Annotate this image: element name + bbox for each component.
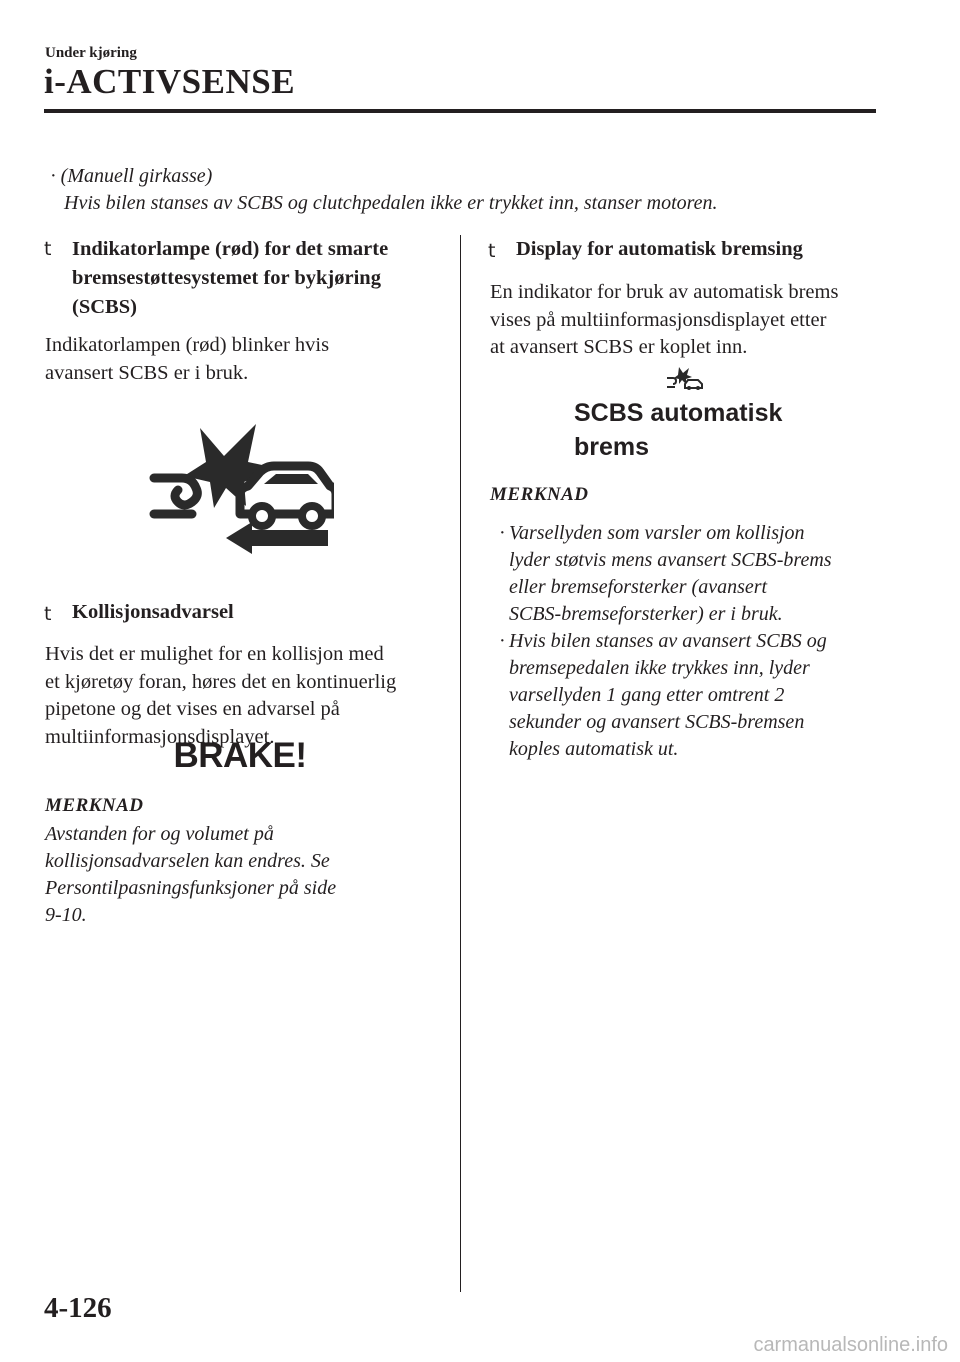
note-line: Hvis bilen stanses av avansert SCBS og (509, 630, 827, 652)
display-line: SCBS automatisk (574, 399, 783, 427)
note-line: sekunder og avansert SCBS-bremsen (509, 711, 805, 733)
header-rule (44, 109, 876, 113)
section-heading-indicator-lamp (72, 235, 388, 322)
heading-line: bremsestøttesystemet for bykjøring (72, 267, 381, 289)
section-body-auto-brake-display (490, 279, 838, 362)
body-line: multiinformasjonsdisplayet. (45, 725, 275, 748)
section-marker: t (44, 238, 52, 260)
body-line: En indikator for bruk av automatisk brems (490, 281, 839, 303)
note-line: Persontilpasningsfunksjoner på side (45, 877, 337, 899)
section-body-collision-warning (45, 641, 396, 751)
bullet-dot: · (50, 165, 57, 187)
note-line: koples automatisk ut. (509, 738, 679, 760)
body-line: et kjøretøy foran, høres det en kontinuerlig (45, 670, 397, 693)
note-bullet-item (499, 520, 889, 628)
note-text (45, 821, 336, 929)
intro-bullet (50, 163, 212, 190)
scbs-brake-display-icon (665, 366, 705, 392)
intro-bullet-text: Hvis bilen stanses av SCBS og clutchpedalen ikke er trykket inn, stanser motoren. (64, 192, 718, 214)
display-line: brems (574, 433, 650, 461)
column-divider (460, 235, 461, 1292)
section-label: Under kjøring (45, 45, 137, 61)
note-line: eller bremseforsterker (avansert (509, 576, 768, 598)
note-bullet-list (499, 520, 889, 763)
note-title: MERKNAD (45, 795, 144, 816)
note-title: MERKNAD (490, 484, 589, 505)
body-line: pipetone og det vises en advarsel på (45, 698, 340, 720)
body-line: Hvis det er mulighet for en kollisjon med (45, 643, 384, 665)
note-line: Varsellyden som varsler om kollisjon (509, 522, 805, 544)
scbs-auto-brake-display-text (574, 396, 782, 464)
heading-line: (SCBS) (72, 296, 137, 318)
note-line: lyder støtvis mens avansert SCBS-brems (509, 549, 832, 571)
body-line: Indikatorlampen (rød) blinker hvis (45, 334, 330, 356)
intro-bullet-title: (Manuell girkasse) (60, 165, 213, 187)
section-marker: t (44, 603, 52, 625)
note-line: 9-10. (45, 904, 87, 926)
scbs-warning-lamp-icon (148, 422, 334, 556)
section-heading-auto-brake-display: Display for automatisk bremsing (516, 238, 803, 260)
body-line: at avansert SCBS er koplet inn. (490, 336, 748, 358)
bullet-dot: · (499, 522, 506, 544)
note-bullets (499, 520, 889, 763)
note-line: Avstanden for og volumet på (45, 823, 274, 845)
note-line: bremsepedalen ikke trykkes inn, lyder (509, 657, 810, 679)
note-line: SCBS-bremseforsterker) er i bruk. (509, 603, 783, 625)
section-heading-collision-warning: Kollisjonsadvarsel (72, 601, 234, 623)
heading-line: Indikatorlampe (rød) for det smarte (72, 238, 389, 260)
note-line: varsellyden 1 gang etter omtrent 2 (509, 684, 785, 706)
bullet-dot: · (499, 630, 506, 652)
page-number: 4-126 (44, 1292, 112, 1324)
section-marker: t (488, 240, 496, 262)
note-bullet-item (499, 628, 889, 763)
body-line: avansert SCBS er i bruk. (45, 361, 249, 384)
note-line: kollisjonsadvarselen kan endres. Se (45, 850, 330, 872)
body-line: vises på multiinformasjonsdisplayet etter (490, 308, 827, 331)
chapter-title: i-ACTIVSENSE (44, 62, 296, 101)
brake-warning-display: BRAKE! (173, 736, 307, 775)
section-body-indicator-lamp (45, 332, 329, 387)
watermark: carmanualsonline.info (753, 1334, 948, 1356)
